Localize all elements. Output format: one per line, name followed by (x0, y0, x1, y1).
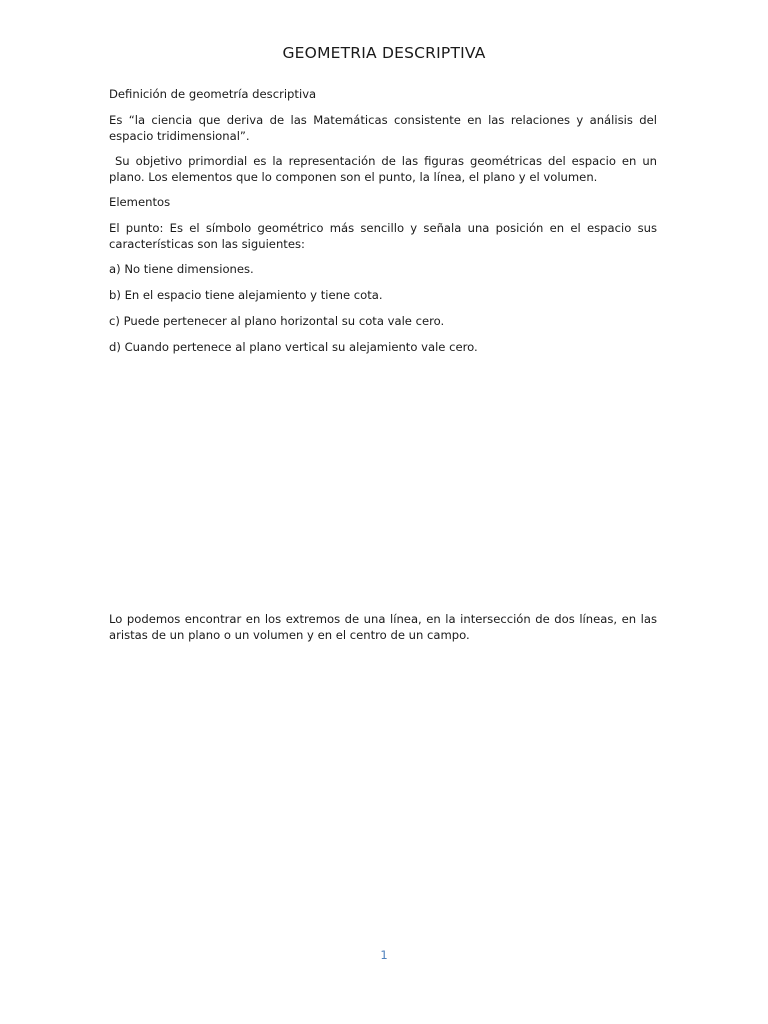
location-paragraph: Lo podemos encontrar en los extremos de una línea, en la intersección de dos líneas, en las aristas de un plano o un volumen y en el centro de un campo. (109, 612, 657, 642)
point-paragraph: El punto: Es el símbolo geométrico más sencillo y señala una posición en el espacio sus características son las siguientes: (109, 221, 657, 251)
definition-heading: Definición de geometría descriptiva (109, 87, 317, 101)
page-number: 1 (380, 948, 388, 962)
characteristic-item: a) No tiene dimensiones. (109, 262, 254, 276)
characteristic-item: d) Cuando pertenece al plano vertical su alejamiento vale cero. (109, 340, 478, 354)
elements-heading: Elementos (109, 195, 171, 209)
document-title: GEOMETRIA DESCRIPTIVA (282, 44, 486, 62)
objective-paragraph: Su objetivo primordial es la representación de las figuras geométricas del espacio en un plano. Los elementos que lo componen son el punto, la línea, el plano y el volumen. (109, 154, 661, 184)
characteristic-item: c) Puede pertenecer al plano horizontal su cota vale cero. (109, 314, 445, 328)
definition-paragraph: Es “la ciencia que deriva de las Matemáticas consistente en las relaciones y análisis del espacio tridimensional”. (109, 113, 657, 143)
characteristic-item: b) En el espacio tiene alejamiento y tiene cota. (109, 288, 383, 302)
